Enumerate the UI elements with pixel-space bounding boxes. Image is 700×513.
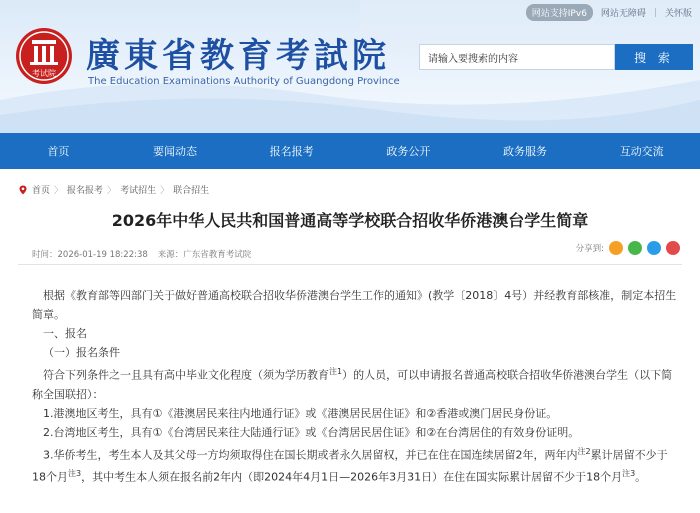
top-links	[526, 4, 694, 21]
nav-item-public-affairs[interactable]: 政务公开	[386, 145, 431, 158]
footnote-ref[interactable]: 注3	[68, 469, 82, 479]
wechat-share-icon[interactable]	[628, 241, 642, 255]
article-title: 2026年中华人民共和国普通高等学校联合招收华侨港澳台学生简章	[111, 211, 589, 230]
paragraph-intro: 根据《教育部等四部门关于做好普通高校联合招收华侨港澳台学生工作的通知》(教学〔2018〕4号）并经教育部核准，制定本招生简章。	[32, 289, 677, 321]
list-item	[32, 442, 680, 487]
footnote-ref[interactable]: 注3	[622, 469, 636, 479]
item3-text-c: ，其中考生本人须在报名前2年内（即2024年4月1日—2026年3月31日）在住在国实际累计居留不少于18个月	[81, 470, 623, 484]
weibo-share-icon[interactable]	[609, 241, 623, 255]
item3-text-d: 。	[635, 470, 647, 484]
publish-time: 时间：2026-01-19 18:22:38	[32, 250, 148, 260]
meta-divider	[18, 264, 682, 265]
article-meta	[32, 248, 251, 260]
item3-text-a: 3.华侨考生，考生本人及其父母一方均须取得住在国长期或者永久居留权，并已在住在国连续居留2年，两年内	[43, 448, 578, 462]
breadcrumb	[18, 183, 209, 196]
logo-text: 考试院	[32, 69, 56, 78]
item3-text-b: 累计居留不少于18个月	[32, 448, 668, 484]
qq-share-icon[interactable]	[647, 241, 661, 255]
subsection-heading: （一）报名条件	[43, 346, 120, 359]
site-title[interactable]: 廣東省教育考試院	[86, 36, 390, 76]
breadcrumb-registration[interactable]: 报名报考	[67, 186, 104, 196]
breadcrumb-exam-enrollment[interactable]: 考试招生	[120, 186, 157, 196]
site-header	[0, 0, 700, 133]
footnote-ref[interactable]: 注1	[329, 367, 343, 376]
qzone-share-icon[interactable]	[666, 241, 680, 255]
list-item: 1.港澳地区考生，具有①《港澳居民来往内地通行证》或《港澳居民居住证》和②香港或澳门居民身份证。	[43, 406, 558, 420]
breadcrumb-separator: 〉	[107, 186, 117, 196]
share-label: 分享到:	[575, 244, 604, 254]
top-separator: |	[653, 7, 657, 18]
conditions-text-b: ）的人员，可以申请报名普通高校联合招收华侨港澳台学生（以下简称全国联招）：	[32, 368, 673, 401]
breadcrumb-separator: 〉	[54, 186, 64, 196]
article-source: 来源：广东省教育考试院	[157, 250, 252, 260]
location-icon	[18, 185, 28, 195]
breadcrumb-separator: 〉	[160, 186, 170, 196]
accessible-link[interactable]: 网站无障碍	[600, 9, 646, 19]
nav-item-registration[interactable]: 报名报考	[269, 145, 314, 158]
search-button[interactable]: 搜 索	[615, 44, 693, 70]
nav-item-interaction[interactable]: 互动交流	[619, 145, 664, 158]
breadcrumb-joint-enrollment[interactable]: 联合招生	[173, 186, 210, 196]
article-body	[32, 286, 680, 487]
ipv6-badge: 网站支持IPv6	[526, 4, 593, 21]
site-logo-icon[interactable]	[14, 26, 74, 86]
main-nav	[0, 133, 700, 169]
conditions-text-a: 符合下列条件之一且具有高中毕业文化程度（须为学历教育	[43, 368, 329, 382]
paragraph-conditions	[32, 362, 680, 404]
nav-item-news[interactable]: 要闻动态	[153, 145, 197, 158]
share-bar	[576, 241, 680, 255]
site-title-english: The Education Examinations Authority of Guangdong Province	[88, 76, 400, 87]
nav-item-services[interactable]: 政务服务	[503, 145, 548, 158]
section-heading: 一、报名	[43, 327, 87, 340]
list-item: 2.台湾地区考生，具有①《台湾居民来往大陆通行证》或《台湾居民居住证》和②在台湾居住的有效身份证明。	[43, 425, 580, 439]
care-mode-link[interactable]: 关怀版	[664, 9, 692, 19]
search-input[interactable]: 请输入要搜索的内容	[419, 44, 615, 70]
footnote-ref[interactable]: 注2	[577, 446, 591, 456]
breadcrumb-home[interactable]: 首页	[32, 186, 51, 196]
nav-item-home[interactable]: 首页	[47, 145, 70, 158]
